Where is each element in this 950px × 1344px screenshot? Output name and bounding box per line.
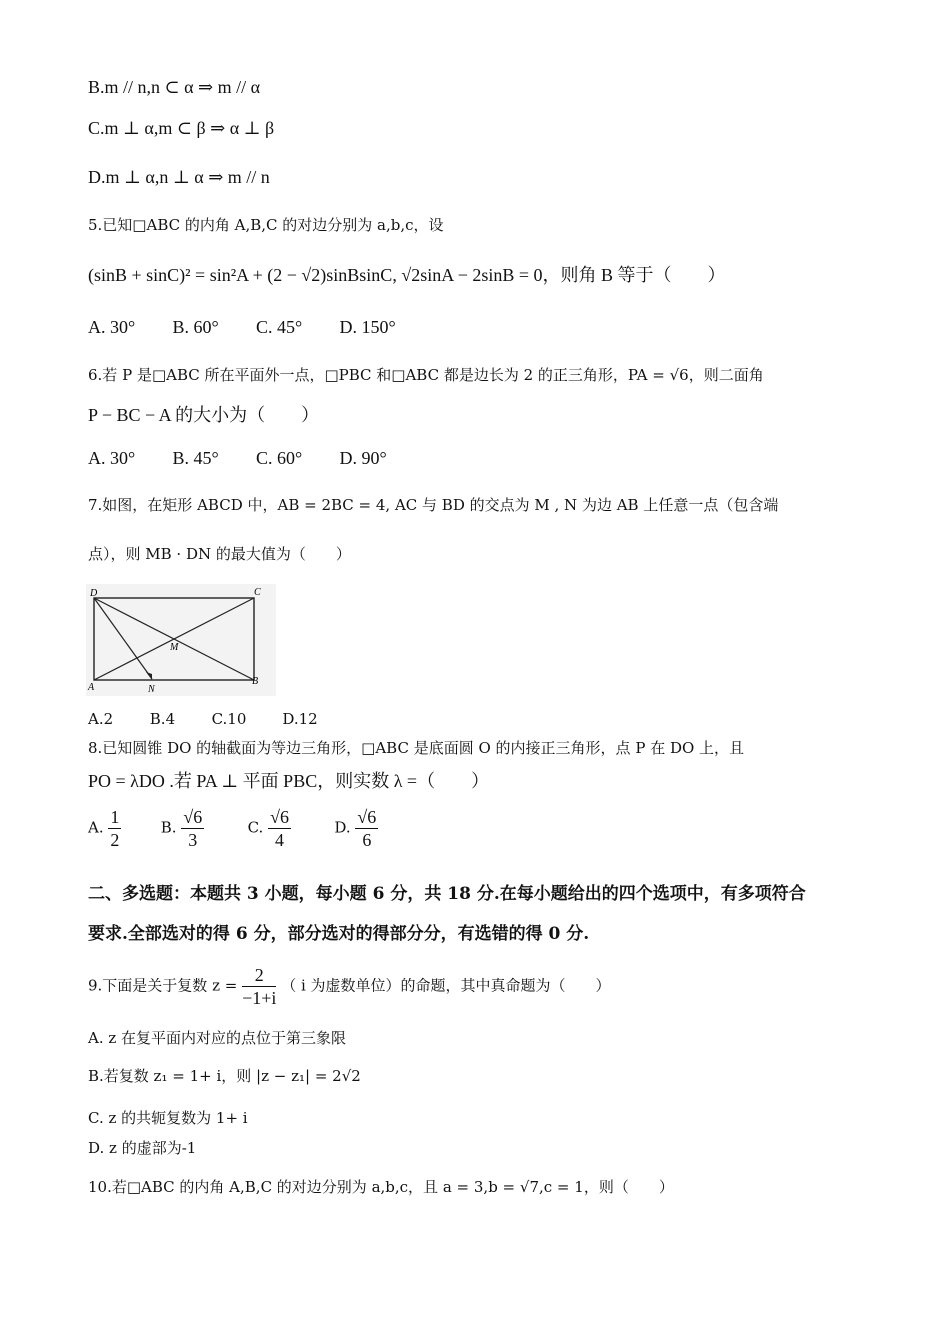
q6-stem-2: P − BC − A 的大小为（ ）: [88, 405, 320, 425]
fraction: [268, 808, 291, 849]
q5-option: A. 30°: [88, 317, 136, 337]
q5-option: D. 150°: [339, 317, 396, 337]
q7-option: D.12: [282, 710, 318, 728]
q9-stem-prefix: 9.下面是关于复数 z =: [88, 976, 238, 995]
fraction: [108, 808, 121, 849]
fraction-denominator: 4: [275, 830, 284, 850]
fraction-denominator: 3: [188, 830, 198, 850]
q7-option: A.2: [88, 710, 114, 728]
q9-stem: [88, 966, 611, 1007]
q8-options: [88, 808, 378, 849]
q4-option-d: D.m ⊥ α,n ⊥ α ⇒ m // n: [88, 167, 270, 187]
label-d: D: [90, 588, 98, 599]
q6-option: B. 45°: [172, 448, 219, 468]
q8-option-d: [334, 808, 378, 849]
q8-option-label: B.: [160, 818, 177, 837]
q7-option: B.4: [149, 710, 176, 728]
fraction-numerator: √6: [183, 807, 203, 827]
section-heading-line-2: 要求.全部选对的得 6 分，部分选对的得部分分，有选错的得 0 分.: [88, 924, 590, 944]
fraction: [242, 966, 276, 1007]
fraction-numerator: 2: [242, 966, 276, 987]
q8-option-label: C.: [247, 818, 264, 837]
q7-stem: 7.如图，在矩形 ABCD 中，AB = 2BC = 4, AC 与 BD 的交点为 M , N 为边 AB 上任意一点（包含端: [88, 496, 779, 514]
q5-stem: 5.已知□ABC 的内角 A,B,C 的对边分别为 a,b,c，设: [88, 216, 444, 234]
rectangle-abcd-figure: [86, 584, 276, 696]
q9-option-d: D. z 的虚部为-1: [88, 1139, 197, 1157]
fraction-denominator: −1+i: [242, 988, 277, 1008]
q6-option: C. 60°: [256, 448, 303, 468]
section-heading-line-1: 二、多选题：本题共 3 小题，每小题 6 分，共 18 分.在每小题给出的四个选项中，有多项符合: [88, 884, 806, 904]
fraction: [355, 808, 378, 849]
q9-option-b: B.若复数 z₁ = 1+ i，则 |z − z₁| = 2√2: [88, 1067, 361, 1085]
fraction-numerator: 1: [110, 807, 120, 827]
label-b: B: [252, 676, 259, 687]
q8-option-c: [248, 808, 330, 849]
q5-option: C. 45°: [256, 317, 303, 337]
q9-option-c: C. z 的共轭复数为 1+ i: [88, 1109, 248, 1127]
fraction-numerator: √6: [270, 807, 289, 827]
q6-stem: 6.若 P 是□ABC 所在平面外一点，□PBC 和□ABC 都是边长为 2 的正三角形，PA = √6，则二面角: [88, 366, 764, 384]
q5-condition: (sinB + sinC)² = sin²A + (2 − √2)sinBsinC, √2sinA − 2sinB = 0，则角 B 等于（ ）: [88, 265, 726, 285]
q8-option-b: [161, 808, 243, 849]
fraction: [181, 808, 204, 849]
q5-option: B. 60°: [172, 317, 219, 337]
q8-option-label: A.: [88, 818, 104, 837]
q6-option: D. 90°: [339, 448, 387, 468]
q6-option: A. 30°: [88, 448, 136, 468]
q8-option-a: [88, 808, 156, 849]
q5-options: [88, 318, 396, 336]
fraction-numerator: √6: [357, 807, 377, 827]
label-m: M: [170, 642, 179, 653]
q7-option: C.10: [211, 710, 247, 728]
q8-stem-2: PO = λDO .若 PA ⊥ 平面 PBC，则实数 λ =（ ）: [88, 771, 490, 791]
q8-stem: 8.已知圆锥 DO 的轴截面为等边三角形，□ABC 是底面圆 O 的内接正三角形，点 P 在 DO 上，且: [88, 739, 745, 757]
q9-stem-suffix: （ i 为虚数单位）的命题，其中真命题为（ ）: [281, 976, 611, 995]
fraction-denominator: 2: [110, 830, 120, 850]
label-a: A: [88, 682, 95, 693]
q4-option-b: B.m // n,n ⊂ α ⇒ m // α: [88, 77, 261, 97]
label-n: N: [148, 684, 155, 695]
q8-option-label: D.: [334, 818, 351, 837]
label-c: C: [254, 587, 261, 598]
q10-stem: 10.若□ABC 的内角 A,B,C 的对边分别为 a,b,c，且 a = 3,b = √7,c = 1，则（ ）: [88, 1178, 674, 1196]
q4-option-c: C.m ⊥ α,m ⊂ β ⇒ α ⊥ β: [88, 118, 275, 138]
fraction-denominator: 6: [362, 830, 372, 850]
q6-options: [88, 449, 387, 467]
q7-options: [88, 712, 318, 727]
q7-stem-2: 点），则 MB · DN 的最大值为（ ）: [88, 545, 351, 563]
q9-option-a: A. z 在复平面内对应的点位于第三象限: [88, 1029, 347, 1047]
